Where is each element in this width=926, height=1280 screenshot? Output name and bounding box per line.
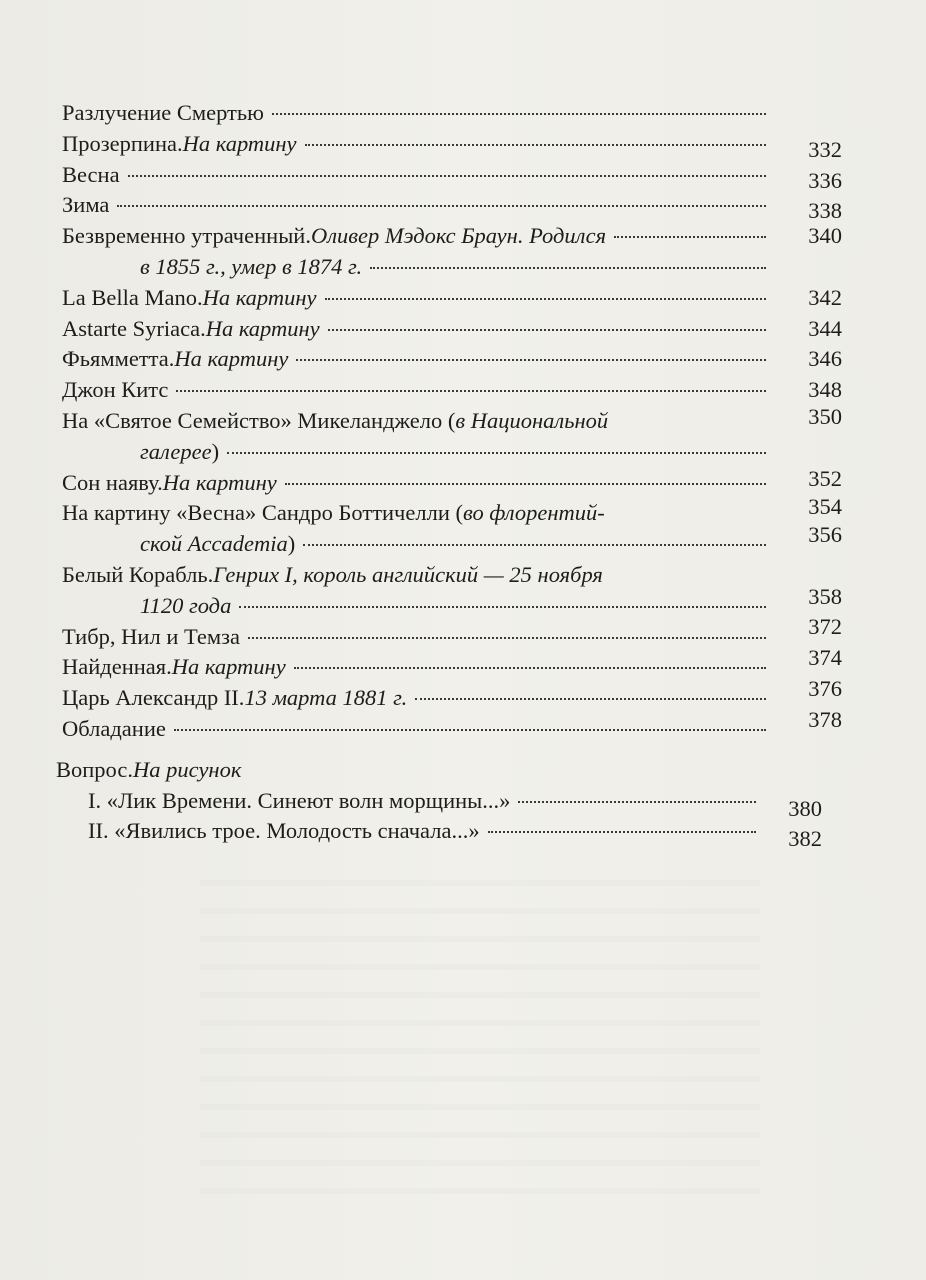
toc-entry-title: На картину «Весна» Сандро Боттичелли ( xyxy=(62,500,463,526)
toc-entry-paren: ) xyxy=(211,438,220,464)
toc-entry-title: Найденная. xyxy=(62,654,172,680)
toc-page-number: 350 xyxy=(808,403,842,429)
toc-page-number: 372 xyxy=(808,614,842,640)
toc-page-number: 352 xyxy=(808,465,842,491)
toc-entry-paren: ) xyxy=(287,531,296,557)
toc-entry-title: На «Святое Семейство» Микеланджело ( xyxy=(62,407,456,433)
toc-page-number: 346 xyxy=(808,346,842,372)
toc-entry-subtitle: На картину xyxy=(205,315,320,341)
toc-page-number: 374 xyxy=(808,645,842,671)
toc-entry-subtitle: в Национальной xyxy=(455,407,609,433)
toc-entry-line xyxy=(62,98,772,129)
dot-leader xyxy=(370,267,766,269)
table-of-contents xyxy=(56,98,842,852)
toc-entry-subtitle-cont: в 1855 г., умер в 1874 г. xyxy=(140,253,363,279)
toc-entry-subtitle: На картину xyxy=(202,284,317,310)
toc-entry xyxy=(62,494,842,560)
toc-entry-title: Зима xyxy=(62,192,110,218)
dot-leader xyxy=(488,831,756,833)
toc-entry xyxy=(62,465,842,499)
toc-page-number: 336 xyxy=(808,167,842,193)
toc-section-heading xyxy=(56,755,842,786)
toc-entry-title: Весна xyxy=(62,161,120,187)
toc-entry-subtitle-cont: ской Accademia xyxy=(140,531,288,557)
toc-entry-subtitle-cont: галерее xyxy=(140,438,212,464)
dot-leader xyxy=(128,175,766,177)
dot-leader xyxy=(285,483,766,485)
toc-entry-subtitle: Генрих I, король английский — 25 ноября xyxy=(213,561,603,587)
toc-sub-entry xyxy=(62,816,842,852)
toc-entry-title: La Bella Mano. xyxy=(62,284,203,310)
toc-entry-subtitle: На картину xyxy=(174,346,289,372)
toc-entry-subtitle: На картину xyxy=(171,654,286,680)
toc-entry-subtitle: На картину xyxy=(182,130,297,156)
toc-page-number: 382 xyxy=(788,826,822,852)
toc-entry-subtitle: На картину xyxy=(162,469,277,495)
dot-leader xyxy=(117,205,766,207)
dot-leader xyxy=(328,329,766,331)
dot-leader xyxy=(272,113,766,115)
dot-leader xyxy=(296,359,766,361)
toc-section-subtitle: На рисунок xyxy=(132,756,242,782)
dot-leader xyxy=(239,606,766,608)
toc-entry-title: Astarte Syriaca. xyxy=(62,315,206,341)
toc-sub-entry xyxy=(62,786,842,821)
toc-entry-title: Безвременно утраченный. xyxy=(62,223,311,249)
toc-entry-subtitle: во флорентий- xyxy=(462,500,605,526)
dot-leader xyxy=(614,236,766,238)
toc-entry xyxy=(62,98,842,129)
toc-entry-title: Тибр, Нил и Темза xyxy=(62,623,240,649)
toc-page-number: 356 xyxy=(808,521,842,547)
dot-leader xyxy=(248,637,766,639)
toc-entry xyxy=(62,314,842,345)
toc-entry-title: Фьямметта. xyxy=(62,346,175,372)
toc-entry-subtitle-cont: 1120 года xyxy=(140,592,232,618)
toc-entry xyxy=(62,221,842,283)
toc-page-number: 344 xyxy=(808,315,842,341)
toc-entry-subtitle: Оливер Мэдокс Браун. Родился xyxy=(310,223,607,249)
toc-entry xyxy=(62,129,842,160)
dot-leader xyxy=(303,544,766,546)
dot-leader xyxy=(176,390,766,392)
toc-page-number: 376 xyxy=(808,675,842,701)
show-through-text xyxy=(200,880,760,1210)
toc-entry xyxy=(62,375,842,406)
toc-entry xyxy=(62,160,842,191)
toc-entry-subtitle: 13 марта 1881 г. xyxy=(244,685,408,711)
toc-page-number: 378 xyxy=(808,706,842,732)
toc-entry xyxy=(62,283,842,314)
dot-leader xyxy=(227,452,766,454)
toc-page-number: 342 xyxy=(808,284,842,310)
toc-entry-title: Разлучение Смертью xyxy=(62,100,264,125)
toc-entry-title: Обладание xyxy=(62,715,166,741)
dot-leader xyxy=(294,667,766,669)
toc-page-number: 358 xyxy=(808,583,842,609)
toc-entry-title: Белый Корабль. xyxy=(62,561,214,587)
toc-sub-entry-title: II. «Явились трое. Молодость сначала...» xyxy=(88,818,480,844)
toc-entry-title: Царь Александр II. xyxy=(62,685,245,711)
toc-entry-title: Сон наяву. xyxy=(62,469,163,495)
dot-leader xyxy=(174,729,766,731)
toc-entry xyxy=(62,403,842,468)
toc-entry-title: Джон Китс xyxy=(62,377,169,403)
dot-leader xyxy=(415,698,766,700)
dot-leader xyxy=(305,144,766,146)
toc-section-title: Вопрос. xyxy=(56,756,133,782)
toc-page-number: 340 xyxy=(808,223,842,249)
toc-entry-title: Прозерпина. xyxy=(62,130,183,156)
toc-sub-entry-title: I. «Лик Времени. Синеют волн морщины...» xyxy=(88,787,511,813)
dot-leader xyxy=(518,801,756,803)
toc-page-number: 354 xyxy=(808,494,842,520)
toc-entry xyxy=(62,190,842,224)
toc-page-number: 332 xyxy=(808,136,842,162)
toc-page-number: 348 xyxy=(808,377,842,403)
toc-entry xyxy=(62,344,842,375)
toc-page-number: 338 xyxy=(808,198,842,224)
toc-page-number: 380 xyxy=(788,795,822,821)
dot-leader xyxy=(325,298,766,300)
